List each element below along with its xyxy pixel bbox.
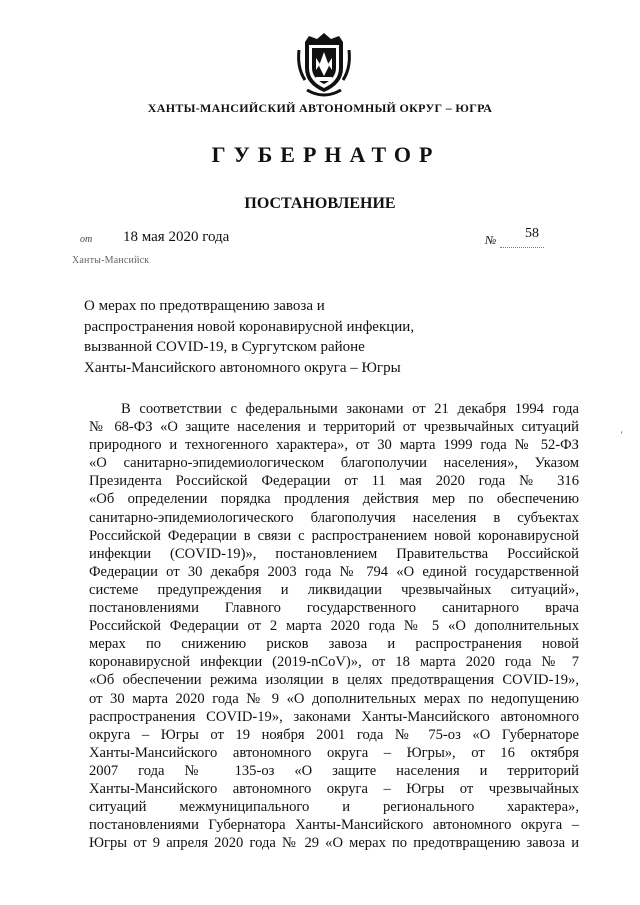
- body-line: постановлениями Главного государственного санитарного врача: [89, 600, 579, 617]
- body-line: санитарно-эпидемиологического благополучия населения в субъектах: [89, 509, 579, 526]
- number-underline: [500, 247, 544, 248]
- body-line: Ханты-Мансийского автономного округа – Югры от чрезвычайных: [89, 780, 579, 797]
- coat-of-arms-icon: [295, 28, 353, 98]
- document-subject: [84, 296, 504, 378]
- document-body: [89, 400, 579, 852]
- body-line: системе предупреждения и ликвидации чрезвычайных ситуаций»,: [89, 581, 579, 598]
- body-line: № 68-ФЗ «О защите населения и территорий от чрезвычайных ситуаций: [89, 419, 579, 436]
- body-line: природного и техногенного характера», от 30 марта 1999 года № 52-ФЗ: [89, 437, 579, 454]
- body-line: «Об обеспечении режима изоляции в целях предотвращения COVID-19»,: [89, 672, 579, 689]
- body-line: Российской Федерации от 2 марта 2020 года № 5 «О дополнительных: [89, 618, 579, 635]
- body-line: «Об определении порядка продления действия мер по обеспечению: [89, 491, 579, 508]
- date-prefix: от: [80, 234, 93, 245]
- body-line: коронавирусной инфекции (2019-nCoV)», от 18 марта 2020 года № 7: [89, 654, 579, 671]
- body-line: В соответствии с федеральными законами от 21 декабря 1994 года: [121, 401, 579, 417]
- body-line: Югры от 9 апреля 2020 года № 29 «О мерах по предотвращению завоза и: [89, 835, 579, 852]
- body-line: Ханты-Мансийского автономного округа – Югры», от 16 октября: [89, 744, 579, 761]
- body-line: от 30 марта 2020 года № 9 «О дополнительных мерах по недопущению: [89, 690, 579, 707]
- subject-line: Ханты-Мансийского автономного округа – Югры: [84, 359, 401, 376]
- body-line: инфекции (COVID-19)», постановлением Правительства Российской: [89, 545, 579, 562]
- subject-line: распространения новой коронавирусной инфекции,: [84, 318, 415, 335]
- scan-mark: ‘: [620, 430, 624, 441]
- body-line: Президента Российской Федерации от 11 мая 2020 года № 316: [89, 473, 579, 490]
- body-line: 2007 года № 135-оз «О защите населения и территорий: [89, 762, 579, 779]
- authority-title: ГУБЕРНАТОР: [211, 142, 441, 167]
- document-number: 58: [525, 226, 539, 241]
- body-line: Российской Федерации в связи с распространением новой коронавирусной: [89, 527, 579, 544]
- body-line: мерах по снижению рисков завоза и распространения новой: [89, 636, 579, 653]
- subject-line: О мерах по предотвращению завоза и: [84, 298, 325, 314]
- document-type: ПОСТАНОВЛЕНИЕ: [244, 195, 396, 212]
- body-line: постановлениями Губернатора Ханты-Мансийского автономного округа –: [89, 817, 579, 834]
- number-label: №: [485, 233, 497, 247]
- region-name: ХАНТЫ-МАНСИЙСКИЙ АВТОНОМНЫЙ ОКРУГ – ЮГРА: [147, 101, 493, 115]
- body-line: ситуаций межмуниципального и регионального характера»,: [89, 799, 579, 816]
- body-line: округа – Югры от 19 ноября 2001 года № 75-оз «О Губернаторе: [89, 726, 579, 743]
- body-line: Федерации от 30 декабря 2003 года № 794 «О единой государственной: [89, 563, 579, 580]
- body-line: «О санитарно-эпидемиологическом благополучии населения», Указом: [89, 455, 579, 472]
- subject-line: вызванной COVID-19, в Сургутском районе: [84, 339, 365, 355]
- body-line: распространения COVID-19», законами Ханты-Мансийского автономного: [89, 708, 579, 725]
- document-date: 18 мая 2020 года: [123, 229, 230, 245]
- issuing-city: Ханты-Мансийск: [72, 255, 150, 266]
